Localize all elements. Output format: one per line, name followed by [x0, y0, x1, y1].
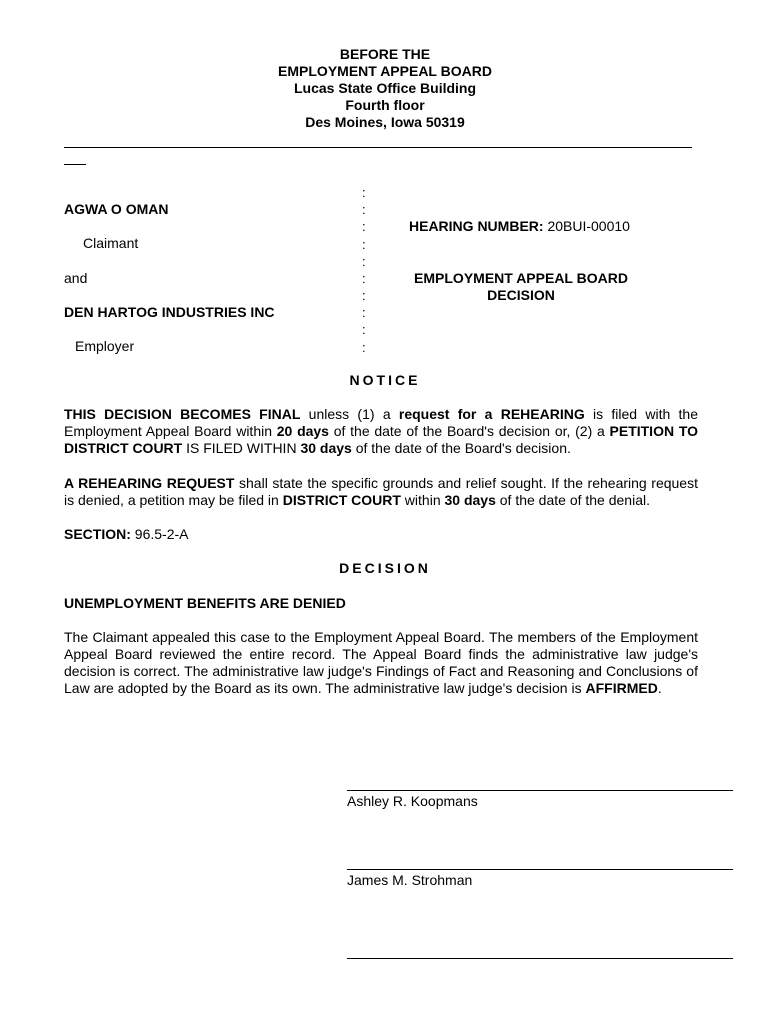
and-label: and	[64, 270, 88, 286]
separator-colon: :	[362, 288, 366, 303]
final-notice-text: THIS DECISION BECOMES FINAL	[64, 406, 301, 422]
district-court-text: DISTRICT COURT	[282, 492, 401, 508]
decision-body	[64, 629, 698, 697]
claimant-role: Claimant	[83, 235, 139, 251]
deadline-30-days: 30 days	[300, 440, 352, 456]
separator-colon: :	[362, 219, 366, 234]
affirmed-text: AFFIRMED	[585, 680, 658, 696]
notice-text: of the date of the Board's decision or, (2) a	[328, 423, 610, 439]
separator-colon: :	[362, 237, 366, 252]
signatory-name: Ashley R. Koopmans	[347, 793, 478, 809]
header-divider	[64, 147, 692, 148]
notice-text: of the date of the denial.	[495, 492, 650, 508]
notice-text: within	[400, 492, 445, 508]
employer-name: DEN HARTOG INDUSTRIES INC	[64, 304, 275, 320]
hearing-number	[409, 218, 630, 234]
decision-heading: DECISION	[339, 560, 431, 576]
notice-text: IS FILED WITHIN	[182, 440, 301, 456]
decision-title	[395, 270, 647, 304]
petition-text: PETITION TO DISTRICT COURT	[64, 423, 699, 456]
notice-text: unless (1) a	[300, 406, 399, 422]
decision-text: .	[657, 680, 662, 696]
separator-colon: :	[362, 202, 366, 217]
notice-heading: NOTICE	[349, 372, 421, 388]
separator-colon: :	[362, 185, 366, 200]
notice-paragraph-2	[64, 475, 698, 509]
separator-colon: :	[362, 305, 366, 320]
notice-paragraph-1	[64, 406, 698, 457]
notice-text: shall state the specific grounds and relief sought. If the rehearing request is denied, a petition may be filed in	[64, 475, 698, 508]
section-value: 96.5-2-A	[130, 526, 189, 542]
signatory-name: James M. Strohman	[347, 872, 473, 888]
separator-colon: :	[362, 271, 366, 286]
section-reference	[64, 526, 188, 542]
header-line-1: BEFORE THE	[339, 46, 431, 62]
decision-title-line-2: DECISION	[487, 287, 555, 303]
separator-colon: :	[362, 322, 366, 337]
header-line-2: EMPLOYMENT APPEAL BOARD	[278, 63, 492, 79]
separator-colon: :	[362, 254, 366, 269]
separator-colon: :	[362, 340, 366, 355]
claimant-name: AGWA O OMAN	[64, 201, 169, 217]
notice-text: of the date of the Board's decision.	[351, 440, 571, 456]
employer-role: Employer	[75, 338, 135, 354]
deadline-20-days: 20 days	[276, 423, 329, 439]
header-line-5: Des Moines, Iowa 50319	[305, 114, 465, 130]
header-line-3: Lucas State Office Building	[293, 80, 477, 96]
signature-line	[347, 790, 733, 791]
header-divider-tail	[64, 164, 86, 165]
notice-text: is filed with the Employment Appeal Board within	[64, 406, 698, 439]
hearing-number-value: 20BUI-00010	[547, 218, 630, 234]
decision-title-line-1: EMPLOYMENT APPEAL BOARD	[414, 270, 628, 286]
signature-line	[347, 958, 733, 959]
deadline-30-days: 30 days	[444, 492, 496, 508]
decision-text: The Claimant appealed this case to the Employment Appeal Board. The members of the Employment Appeal Board reviewed the entire record. The Appeal Board finds the administrative law judge's decision is correct. The administrative law judge's Findings of Fact and Reasoning and Conclusions of Law are adopted by the Board as its own. The administrative law judge's decision is	[64, 629, 698, 696]
header-line-4: Fourth floor	[345, 97, 425, 113]
section-label: SECTION:	[64, 526, 131, 542]
hearing-number-label: HEARING NUMBER:	[409, 218, 544, 234]
rehearing-request-text: request for a REHEARING	[398, 406, 585, 422]
signature-line	[347, 869, 733, 870]
decision-subheading: UNEMPLOYMENT BENEFITS ARE DENIED	[64, 595, 346, 611]
agency-header	[0, 46, 770, 131]
rehearing-request-label: A REHEARING REQUEST	[64, 475, 235, 491]
